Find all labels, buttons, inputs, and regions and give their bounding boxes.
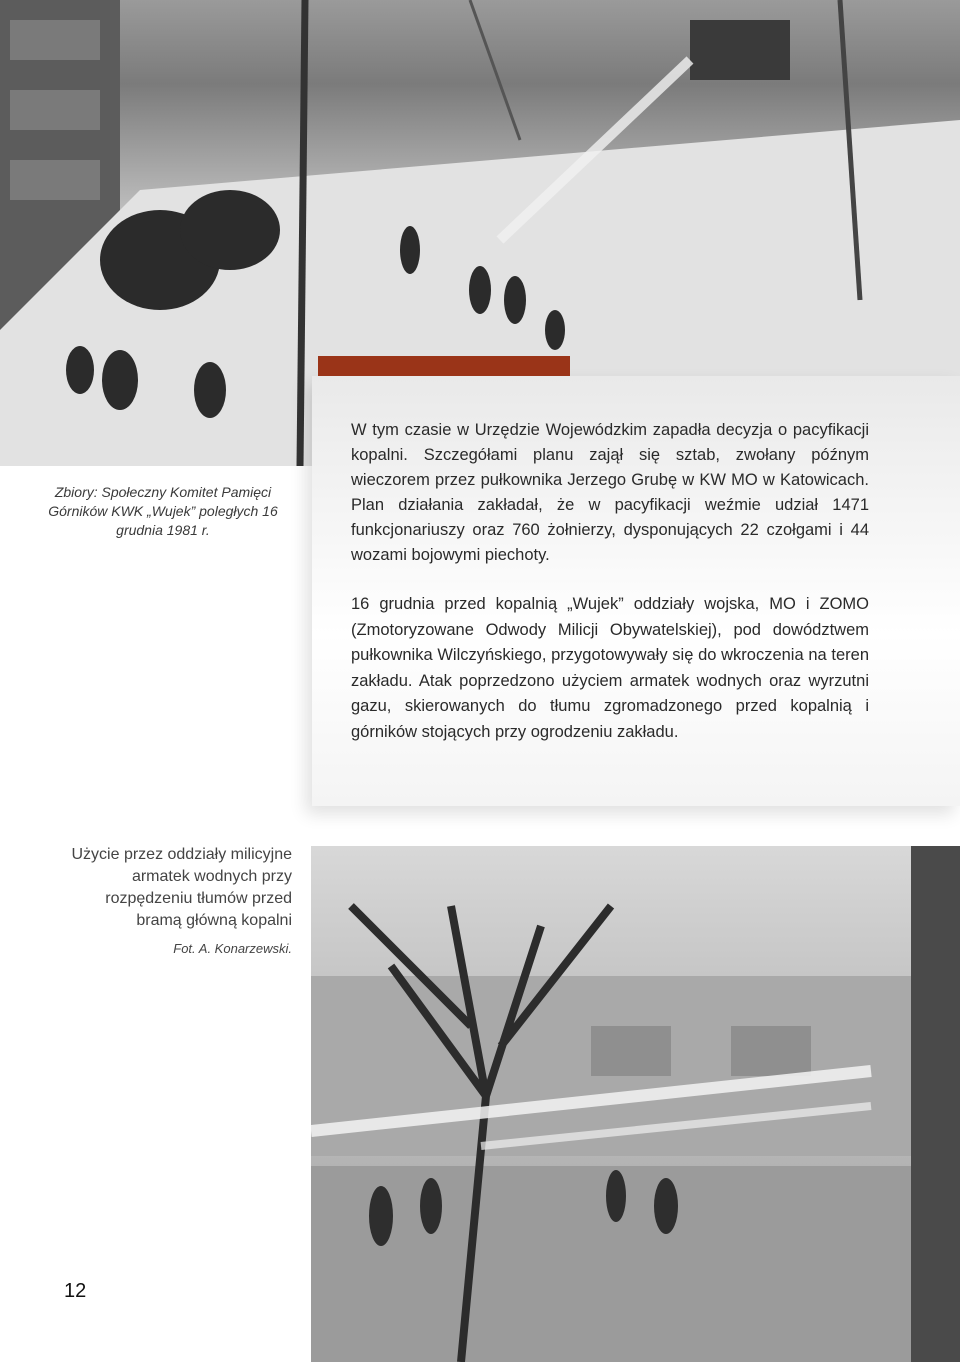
photo-water-cannon-illustration [311,846,960,1362]
paragraph-1: W tym czasie w Urzędzie Wojewódzkim zapadła decyzja o pacyfikacji kopalni. Szczegółami planu zajął się sztab, zwołany późnym wieczorem przez pułkownika Jerzego Grubę w KW MO w Katowicach. Plan działania zakładał, że w pacyfikacji weźmie udział 1471 funkcjonariuszy oraz 760 żołnierzy, dysponujących 22 czołgami i 44 wozami bojowymi piechoty. [351,421,869,564]
paragraph-2: 16 grudnia przed kopalnią „Wujek” oddziały wojska, MO i ZOMO (Zmotoryzowane Odwody Milicji Obywatelskiej), pod dowództwem pułkownika Wilczyńskiego, przygotowywały się do wkroczenia na teren zakładu. Atak poprzedzono użyciem armatek wodnych oraz wyrzutni gazu, skierowanych do tłumu zgromadzonego przed kopalnią i górników stojących przy ogrodzeniu zakładu. [351,595,869,741]
page-number: 12 [64,1280,87,1302]
photo-credit: Fot. A. Konarzewski. [173,941,292,956]
accent-bar [318,356,570,376]
photo-source-caption: Zbiory: Społeczny Komitet Pamięci Górników KWK „Wujek” poległych 16 grudnia 1981 r. [48,484,278,538]
photo-water-cannon [311,846,960,1362]
photo-caption: Użycie przez oddziały milicyjne armatek wodnych przy rozpędzeniu tłumów przed bramą główną kopalni [71,846,292,929]
